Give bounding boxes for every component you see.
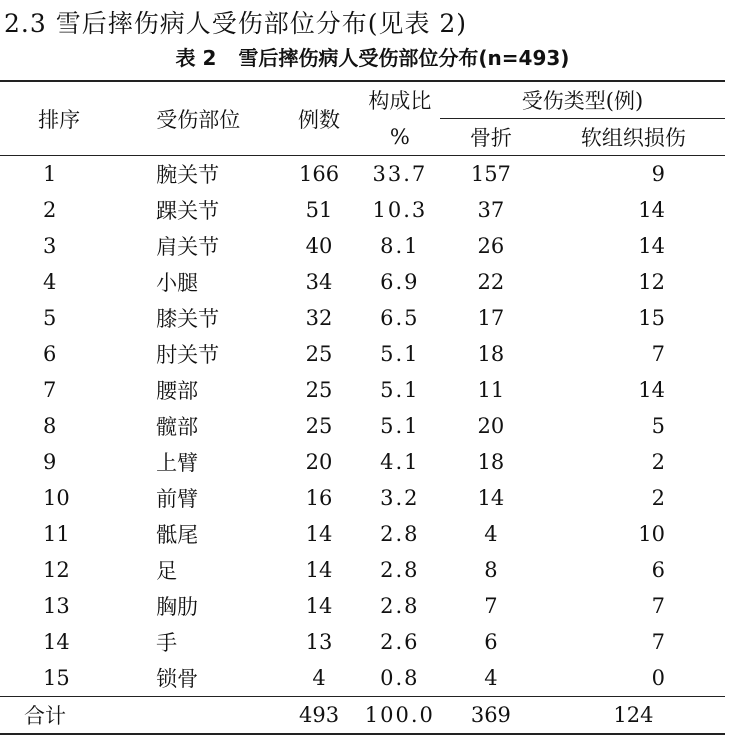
cell-ratio: 4.1 (380, 450, 420, 474)
cell-cases: 25 (305, 414, 333, 438)
cell-fracture: 37 (477, 198, 505, 222)
cell-rank: 1 (0, 156, 118, 193)
table-row (0, 624, 725, 660)
cell-rank: 11 (43, 522, 70, 546)
cell-fracture: 4 (484, 666, 498, 690)
table-row (0, 660, 725, 697)
cell-rank: 13 (43, 594, 70, 618)
cell-soft-tissue: 7 (651, 630, 665, 654)
cell-site: 膝关节 (156, 307, 220, 331)
cell-soft-tissue: 7 (651, 594, 665, 618)
header-ratio: 构成比 (360, 81, 440, 119)
cell-soft-tissue: 2 (651, 450, 665, 474)
cell-site: 胸肋 (156, 595, 199, 619)
cell-site: 腕关节 (118, 156, 278, 193)
cell-fracture: 6 (484, 630, 498, 654)
cell-cases: 14 (305, 522, 333, 546)
cell-soft-tissue: 7 (651, 342, 665, 366)
cell-ratio: 2.6 (380, 630, 420, 654)
cell-ratio: 2.8 (380, 558, 420, 582)
total-fracture: 369 (440, 697, 542, 735)
cell-rank: 9 (43, 450, 57, 474)
header-soft-tissue: 软组织损伤 (580, 126, 686, 150)
header-type-group: 受伤类型(例) (440, 81, 725, 119)
cell-rank: 7 (43, 378, 57, 402)
total-soft-tissue: 124 (542, 697, 725, 735)
table-caption (0, 42, 745, 71)
cell-rank: 2 (43, 198, 57, 222)
cell-soft-tissue: 5 (651, 414, 665, 438)
cell-cases: 25 (305, 342, 333, 366)
table-row (0, 300, 725, 336)
table-footer (0, 697, 725, 735)
header-ratio-unit: % (389, 124, 410, 149)
cell-rank: 3 (43, 234, 57, 258)
cell-ratio: 5.1 (380, 342, 420, 366)
cell-site: 肘关节 (156, 343, 220, 367)
section-heading: 2.3 雪后摔伤病人受伤部位分布(见表 2) (4, 9, 468, 38)
table-body (0, 156, 725, 697)
cell-fracture: 8 (484, 558, 498, 582)
table-caption-title: 雪后摔伤病人受伤部位分布(n=493) (238, 46, 570, 70)
cell-fracture: 17 (477, 306, 505, 330)
cell-site: 踝关节 (156, 199, 220, 223)
cell-soft-tissue: 15 (638, 306, 665, 330)
table-row (0, 480, 725, 516)
data-table (0, 80, 725, 735)
cell-cases: 16 (305, 486, 333, 510)
table-row (0, 408, 725, 444)
cell-ratio: 0.8 (380, 666, 420, 690)
cell-site: 小腿 (156, 271, 199, 295)
table-row (0, 264, 725, 300)
cell-rank: 14 (43, 630, 70, 654)
cell-site: 髋部 (156, 415, 199, 439)
table-row (0, 588, 725, 624)
total-ratio: 100.0 (360, 697, 440, 735)
cell-fracture: 11 (477, 378, 505, 402)
cell-rank: 12 (43, 558, 70, 582)
cell-rank: 6 (43, 342, 57, 366)
cell-fracture: 26 (477, 234, 505, 258)
cell-ratio: 8.1 (380, 234, 420, 258)
cell-site: 前臂 (156, 487, 199, 511)
cell-site: 肩关节 (156, 235, 220, 259)
header-site: 受伤部位 (118, 81, 278, 156)
table-header (0, 81, 725, 156)
cell-rank: 8 (43, 414, 57, 438)
cell-soft-tissue: 14 (638, 198, 665, 222)
cell-cases: 14 (305, 558, 333, 582)
cell-cases: 51 (305, 198, 333, 222)
total-row (0, 697, 725, 735)
table-row (0, 444, 725, 480)
injury-site-table (0, 80, 725, 735)
cell-fracture: 7 (484, 594, 498, 618)
cell-soft-tissue: 10 (638, 522, 665, 546)
cell-ratio: 2.8 (380, 594, 420, 618)
cell-cases: 4 (312, 666, 326, 690)
total-cases: 493 (278, 697, 359, 735)
table-row (0, 228, 725, 264)
cell-site: 腰部 (156, 379, 199, 403)
table-row (0, 192, 725, 228)
cell-site: 足 (156, 559, 178, 583)
cell-ratio: 5.1 (380, 414, 420, 438)
cell-ratio: 3.2 (380, 486, 420, 510)
cell-cases: 14 (305, 594, 333, 618)
cell-fracture: 4 (484, 522, 498, 546)
cell-soft-tissue: 0 (651, 666, 665, 690)
header-fracture: 骨折 (469, 126, 512, 150)
cell-cases: 25 (305, 378, 333, 402)
cell-fracture: 14 (477, 486, 505, 510)
cell-site: 骶尾 (156, 523, 199, 547)
cell-rank: 15 (43, 666, 70, 690)
cell-rank: 10 (43, 486, 70, 510)
cell-rank: 5 (43, 306, 57, 330)
cell-cases: 166 (278, 156, 359, 193)
cell-ratio: 10.3 (372, 198, 428, 222)
table-row (0, 516, 725, 552)
cell-fracture: 20 (477, 414, 505, 438)
cell-fracture: 22 (477, 270, 505, 294)
table-caption-label: 表 2 (175, 46, 217, 70)
cell-site: 锁骨 (156, 667, 199, 691)
cell-soft-tissue: 6 (651, 558, 665, 582)
cell-ratio: 6.9 (380, 270, 420, 294)
cell-fracture: 18 (477, 342, 505, 366)
cell-cases: 34 (305, 270, 333, 294)
cell-fracture: 18 (477, 450, 505, 474)
table-row (0, 156, 725, 193)
cell-soft-tissue: 14 (638, 378, 665, 402)
header-cases: 例数 (278, 81, 359, 156)
cell-fracture: 157 (440, 156, 542, 193)
cell-cases: 13 (305, 630, 333, 654)
table-row (0, 552, 725, 588)
header-rank: 排序 (0, 81, 118, 156)
cell-site: 手 (156, 631, 178, 655)
cell-cases: 40 (305, 234, 333, 258)
cell-cases: 20 (305, 450, 333, 474)
cell-soft-tissue: 12 (638, 270, 665, 294)
cell-ratio: 33.7 (360, 156, 440, 193)
cell-soft-tissue: 9 (542, 156, 725, 193)
cell-ratio: 2.8 (380, 522, 420, 546)
total-label: 合计 (0, 697, 278, 735)
cell-cases: 32 (305, 306, 333, 330)
table-row (0, 336, 725, 372)
cell-soft-tissue: 2 (651, 486, 665, 510)
cell-ratio: 5.1 (380, 378, 420, 402)
cell-soft-tissue: 14 (638, 234, 665, 258)
table-row (0, 372, 725, 408)
cell-site: 上臂 (156, 451, 199, 475)
cell-rank: 4 (43, 270, 57, 294)
cell-ratio: 6.5 (380, 306, 420, 330)
